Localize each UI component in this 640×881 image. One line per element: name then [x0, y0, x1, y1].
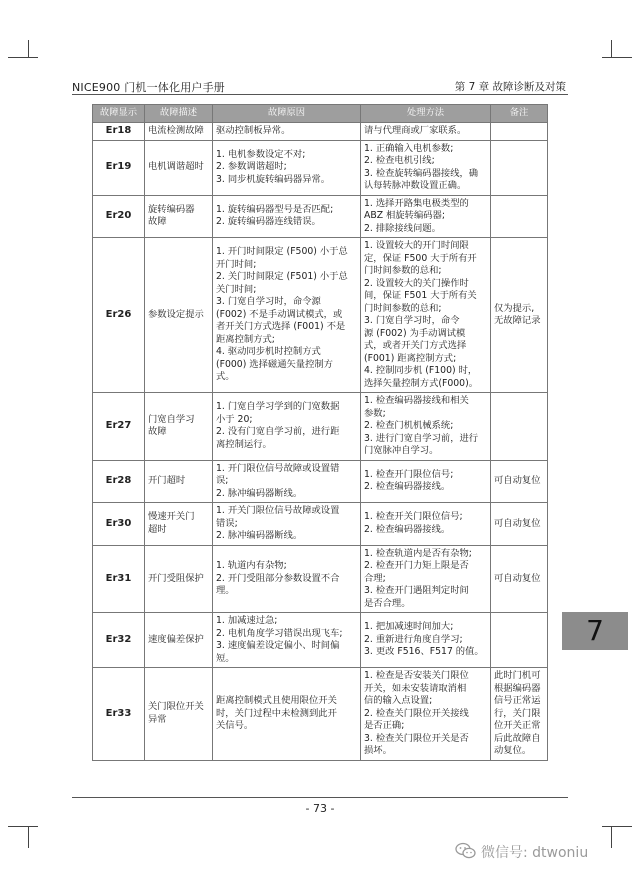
cell-text-line: 损坏。: [364, 745, 392, 756]
cell-text-line: 3. 速度偏差设定偏小、时间偏: [216, 640, 340, 651]
fault-cause-cell: [213, 123, 361, 141]
fault-table: [92, 104, 548, 761]
cell-text-line: 1. 正确输入电机参数;: [364, 142, 454, 154]
fault-solution-cell: [361, 503, 491, 546]
watermark: [455, 842, 588, 864]
cell-text-line: 可自动复位: [494, 572, 541, 584]
fault-code-cell: Er27: [93, 393, 145, 461]
cell-text-line: 1. 开门限位信号故障或设置错: [216, 462, 340, 474]
fault-description-cell: [145, 195, 213, 238]
cell-text-line: 1. 检查开门限位信号;: [364, 468, 454, 480]
fault-solution-cell: [361, 238, 491, 393]
cell-text-line: 请与代理商或厂家联系。: [364, 125, 467, 136]
cell-text-line: 式，或者开关门方式选择: [364, 340, 467, 351]
fault-note-cell: [491, 545, 548, 613]
cell-text-line: 1. 轨道内有杂物;: [216, 560, 287, 571]
cell-text-line: 可自动复位: [494, 517, 541, 529]
fault-cause-cell: [213, 668, 361, 761]
cell-text-line: 2. 旋转编码器连线错误。: [216, 216, 321, 228]
cell-text-line: 故障: [148, 426, 167, 438]
table-header-row: [93, 105, 548, 123]
cell-text-line: 根据编码器: [494, 682, 541, 694]
cell-text-line: 无故障记录: [494, 315, 541, 326]
fault-description-cell: [145, 123, 213, 141]
cell-text-line: 3. 检查旋转编码器接线，确: [364, 167, 479, 179]
column-header-code: 故障显示: [93, 105, 145, 123]
cell-text-line: 2. 排除接线问题。: [364, 222, 441, 234]
fault-description-cell: [145, 613, 213, 668]
fault-note-cell: [491, 393, 548, 461]
cell-text-line: 门宽自学习: [148, 413, 195, 425]
crop-mark: [28, 40, 29, 58]
cell-text-line: 认每转脉冲数设置正确。: [364, 180, 467, 191]
cell-text-line: 2. 脉冲编码器断线。: [216, 487, 303, 499]
cell-text-line: 2. 设置较大的关门操作时: [364, 277, 469, 289]
manual-title: NICE900 门机一体化用户手册: [72, 81, 225, 94]
fault-cause-cell: [213, 503, 361, 546]
cell-text-line: 理。: [216, 585, 235, 596]
fault-code-cell: Er19: [93, 140, 145, 195]
cell-text-line: 4. 控制同步机 (F100) 时，: [364, 365, 478, 376]
cell-text-line: 错误;: [216, 517, 238, 529]
cell-text-line: 1. 检查开关门限位信号;: [364, 511, 463, 523]
fault-code-cell: Er31: [93, 545, 145, 613]
cell-text-line: 1. 检查轨道内是否有杂物;: [364, 547, 472, 559]
table-row: [93, 140, 548, 195]
fault-code-cell: Er28: [93, 460, 145, 503]
cell-text-line: 3. 同步机旋转编码器异常。: [216, 173, 331, 185]
fault-solution-cell: [361, 393, 491, 461]
cell-text-line: 后此故障自: [494, 732, 541, 744]
table-row: [93, 123, 548, 141]
cell-text-line: 1. 加减速过急;: [216, 615, 278, 626]
cell-text-line: 电机调谐超时: [148, 161, 204, 173]
cell-text-line: 2. 检查编码器接线。: [364, 523, 451, 535]
cell-text-line: 开门时间;: [216, 258, 257, 270]
cell-text-line: 时，关门过程中未检测到此开: [216, 707, 337, 719]
fault-solution-cell: [361, 460, 491, 503]
cell-text-line: 驱动控制板异常。: [216, 125, 291, 136]
cell-text-line: 3. 门宽自学习时，命令源: [216, 296, 321, 308]
cell-text-line: 2. 检查门机机械系统;: [364, 420, 454, 431]
fault-cause-cell: [213, 238, 361, 393]
cell-text-line: 小于 20;: [216, 413, 253, 425]
fault-note-cell: [491, 460, 548, 503]
table-row: [93, 613, 548, 668]
fault-note-cell: [491, 140, 548, 195]
wechat-icon: [455, 842, 477, 864]
column-header-description: 故障描述: [145, 105, 213, 123]
fault-description-cell: [145, 460, 213, 503]
cell-text-line: 2. 检查开门力矩上限是否: [364, 560, 469, 571]
fault-solution-cell: [361, 195, 491, 238]
cell-text-line: 1. 选择开路集电极类型的: [364, 197, 469, 209]
cell-text-line: 离控制运行。: [216, 438, 272, 450]
table-row: [93, 668, 548, 761]
fault-note-cell: [491, 238, 548, 393]
cell-text-line: 超时: [148, 523, 167, 535]
cell-text-line: 2. 开门受阻部分参数设置不合: [216, 572, 340, 584]
cell-text-line: 门时间参数的总和;: [364, 265, 442, 276]
cell-text-line: 开门超时: [148, 475, 186, 486]
fault-solution-cell: [361, 140, 491, 195]
table-row: [93, 545, 548, 613]
column-header-cause: 故障原因: [213, 105, 361, 123]
column-header-solution: 处理方法: [361, 105, 491, 123]
fault-note-cell: [491, 195, 548, 238]
table-row: [93, 195, 548, 238]
fault-code-cell: Er18: [93, 123, 145, 141]
fault-note-cell: [491, 613, 548, 668]
cell-text-line: 式。: [216, 371, 235, 383]
table-row: [93, 393, 548, 461]
cell-text-line: 3. 检查关门限位开关是否: [364, 732, 469, 744]
cell-text-line: 故障: [148, 216, 167, 228]
crop-mark: [611, 40, 612, 58]
cell-text-line: 间，保证 F501 大于所有关: [364, 290, 477, 301]
table-row: [93, 460, 548, 503]
cell-text-line: 3. 门宽自学习时，命令: [364, 315, 460, 326]
cell-text-line: 2. 检查电机引线;: [364, 155, 435, 166]
footer-divider: [72, 797, 568, 798]
cell-text-line: 3. 更改 F516、F517 的值。: [364, 646, 484, 658]
fault-cause-cell: [213, 613, 361, 668]
cell-text-line: 可自动复位: [494, 475, 541, 486]
page-number: - 73 -: [305, 802, 335, 815]
cell-text-line: 2. 重新进行角度自学习;: [364, 633, 463, 645]
cell-text-line: 1. 电机参数设定不对;: [216, 148, 306, 160]
cell-text-line: 2. 参数调谐超时;: [216, 161, 287, 173]
fault-code-cell: Er32: [93, 613, 145, 668]
column-header-note: 备注: [491, 105, 548, 123]
cell-text-line: 1. 检查编码器接线和相关: [364, 395, 469, 406]
fault-solution-cell: [361, 668, 491, 761]
cell-text-line: 开门受阻保护: [148, 572, 204, 584]
fault-cause-cell: [213, 195, 361, 238]
fault-code-cell: Er30: [93, 503, 145, 546]
cell-text-line: 此时门机可: [494, 670, 541, 681]
fault-description-cell: [145, 140, 213, 195]
cell-text-line: 电流检测故障: [148, 125, 204, 136]
cell-text-line: 源 (F002) 为手动调试模: [364, 327, 466, 339]
table-row: [93, 238, 548, 393]
fault-note-cell: [491, 503, 548, 546]
fault-code-cell: Er20: [93, 195, 145, 238]
cell-text-line: (F002) 不是手动调试模式，或: [216, 308, 343, 320]
cell-text-line: 距离控制方式;: [216, 333, 275, 345]
cell-text-line: 参数设定提示: [148, 308, 204, 320]
chapter-title: 第 7 章 故障诊断及对策: [454, 81, 566, 93]
fault-code-cell: Er26: [93, 238, 145, 393]
cell-text-line: 旋转编码器: [148, 203, 195, 215]
cell-text-line: 信的输入点设置;: [364, 695, 433, 706]
cell-text-line: 2. 关门时间限定 (F501) 小于总: [216, 271, 348, 283]
cell-text-line: 异常: [148, 713, 167, 725]
cell-text-line: 门时间参数的总和;: [364, 302, 442, 314]
cell-text-line: 门宽脉冲自学习。: [364, 445, 439, 456]
cell-text-line: 1. 开门时间限定 (F500) 小于总: [216, 246, 348, 258]
cell-text-line: 信号正常运: [494, 695, 541, 706]
crop-mark: [602, 826, 632, 827]
crop-mark: [28, 826, 29, 848]
cell-text-line: 1. 把加减速时间加大;: [364, 621, 454, 633]
crop-mark: [602, 57, 632, 58]
cell-text-line: ABZ 相旋转编码器;: [364, 210, 445, 221]
table-row: [93, 503, 548, 546]
cell-text-line: 3. 检查开门遇阻判定时间: [364, 585, 469, 596]
cell-text-line: 是否正确;: [364, 720, 405, 731]
cell-text-line: 是否合理。: [364, 597, 411, 609]
cell-text-line: 位开关正常: [494, 720, 541, 731]
fault-description-cell: [145, 238, 213, 393]
cell-text-line: 合理;: [364, 572, 386, 584]
cell-text-line: 2. 电机角度学习错误出现飞车;: [216, 627, 343, 639]
fault-solution-cell: [361, 545, 491, 613]
cell-text-line: 2. 脉冲编码器断线。: [216, 530, 303, 541]
cell-text-line: 4. 驱动同步机时控制方式: [216, 346, 321, 358]
cell-text-line: (F001) 距离控制方式;: [364, 352, 457, 364]
crop-mark: [611, 826, 612, 848]
fault-solution-cell: [361, 613, 491, 668]
fault-description-cell: [145, 393, 213, 461]
header-divider: [72, 94, 568, 95]
chapter-tab: 7: [562, 612, 628, 650]
crop-mark: [8, 826, 38, 827]
fault-description-cell: [145, 503, 213, 546]
cell-text-line: 1. 开关门限位信号故障或设置: [216, 505, 340, 516]
cell-text-line: 行，关门限: [494, 707, 541, 719]
fault-cause-cell: [213, 140, 361, 195]
cell-text-line: 1. 检查是否安装关门限位: [364, 670, 469, 681]
watermark-text: 微信号: dtwoniu: [481, 845, 589, 861]
cell-text-line: 1. 设置较大的开门时间限: [364, 240, 469, 251]
cell-text-line: 参数;: [364, 407, 386, 419]
cell-text-line: 者开关门方式选择 (F001) 不是: [216, 321, 346, 333]
cell-text-line: (F000) 选择磁通矢量控制方: [216, 358, 333, 370]
cell-text-line: 距离控制模式且使用限位开关: [216, 695, 337, 706]
cell-text-line: 关门限位开关: [148, 701, 204, 713]
fault-code-cell: Er33: [93, 668, 145, 761]
cell-text-line: 2. 没有门宽自学习前，进行距: [216, 426, 340, 438]
cell-text-line: 2. 检查编码器接线。: [364, 481, 451, 493]
cell-text-line: 误;: [216, 475, 229, 486]
fault-description-cell: [145, 668, 213, 761]
cell-text-line: 1. 旋转编码器型号是否匹配;: [216, 203, 334, 215]
cell-text-line: 1. 门宽自学习学到的门宽数据: [216, 401, 340, 413]
fault-note-cell: [491, 123, 548, 141]
cell-text-line: 3. 进行门宽自学习前，进行: [364, 432, 479, 444]
cell-text-line: 仅为提示,: [494, 302, 535, 314]
cell-text-line: 短。: [216, 652, 235, 664]
fault-note-cell: [491, 668, 548, 761]
fault-cause-cell: [213, 460, 361, 503]
cell-text-line: 选择矢量控制方式(F000)。: [364, 377, 479, 389]
cell-text-line: 速度偏差保护: [148, 633, 204, 645]
cell-text-line: 关信号。: [216, 720, 254, 731]
cell-text-line: 动复位。: [494, 745, 532, 756]
fault-cause-cell: [213, 545, 361, 613]
fault-description-cell: [145, 545, 213, 613]
cell-text-line: 开关，如未安装请取消相: [364, 682, 467, 694]
crop-mark: [8, 57, 38, 58]
cell-text-line: 定，保证 F500 大于所有开: [364, 252, 477, 264]
cell-text-line: 关门时间;: [216, 283, 257, 295]
fault-solution-cell: [361, 123, 491, 141]
cell-text-line: 2. 检查关门限位开关接线: [364, 707, 469, 719]
cell-text-line: 慢速开关门: [148, 511, 195, 523]
fault-cause-cell: [213, 393, 361, 461]
